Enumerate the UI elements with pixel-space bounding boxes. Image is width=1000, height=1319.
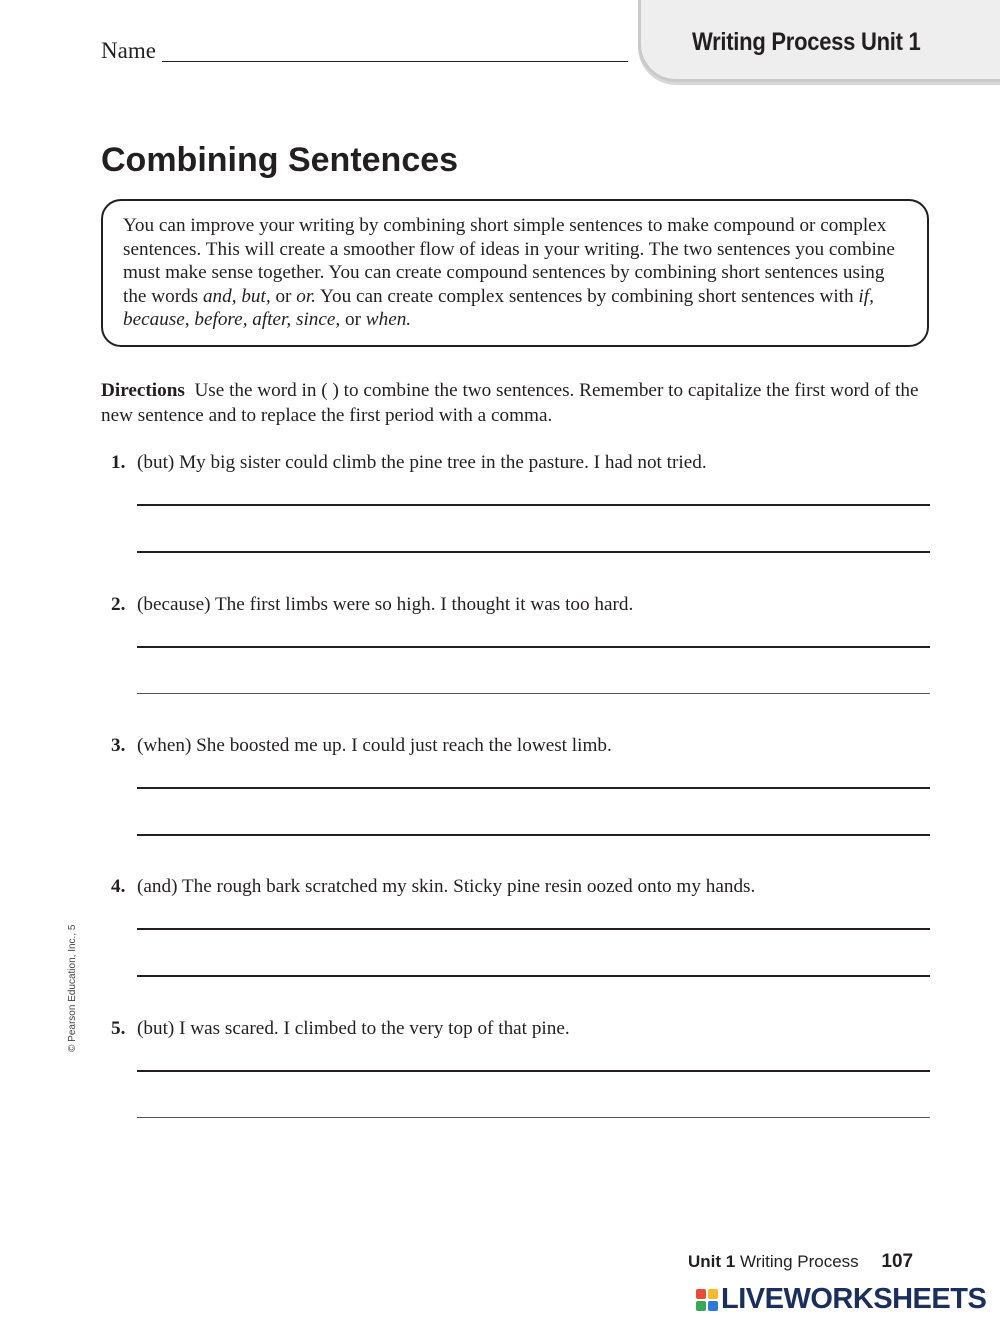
name-line[interactable]	[162, 61, 628, 62]
answer-line[interactable]	[137, 1070, 930, 1072]
liveworksheets-icon	[696, 1289, 718, 1311]
logo-square-blue	[708, 1301, 718, 1311]
item-number: 5.	[111, 1018, 126, 1039]
info-italic-part: when.	[365, 309, 412, 331]
answer-line[interactable]	[137, 646, 930, 648]
item-prompt: (when) She boosted me up. I could just reach the lowest limb.	[137, 735, 612, 756]
item-number: 3.	[111, 735, 126, 756]
info-italic-part: and, but,	[202, 285, 271, 307]
directions-text: Use the word in ( ) to combine the two sentences. Remember to capitalize the first word of the new sentence and to replace the first period with a comma.	[101, 380, 919, 426]
directions	[101, 379, 931, 428]
info-text-part: You can improve your writing by combining short simple sentences to make compound or complex sentences. This will create a smoother flow of ideas in your writing. The two sentences you combine must make sense together. You can create compound sentences by combining short sentences using the words	[123, 215, 895, 307]
page-footer	[688, 1251, 913, 1273]
brand-name: LIVEWORKSHEETS	[721, 1283, 987, 1315]
name-label: Name	[101, 38, 156, 63]
page-title: Combining Sentences	[101, 141, 459, 179]
info-text-part: or	[340, 309, 366, 331]
info-italic-part: if, because, before, after, since,	[123, 285, 874, 331]
footer-section: Writing Process	[739, 1252, 859, 1271]
answer-line[interactable]	[137, 928, 930, 930]
logo-square-yellow	[708, 1289, 718, 1299]
answer-line[interactable]	[137, 975, 930, 977]
item-number: 2.	[111, 594, 126, 615]
answer-line[interactable]	[137, 1117, 930, 1118]
logo-square-green	[696, 1301, 706, 1311]
item-prompt: (and) The rough bark scratched my skin. Sticky pine resin oozed onto my hands.	[137, 876, 756, 897]
info-italic-part: or.	[296, 285, 316, 307]
info-text	[123, 214, 907, 332]
page-number: 107	[881, 1251, 914, 1272]
item-prompt: (but) I was scared. I climbed to the very top of that pine.	[137, 1018, 570, 1039]
logo-square-red	[696, 1289, 706, 1299]
item-prompt: (but) My big sister could climb the pine tree in the pasture. I had not tried.	[137, 452, 707, 473]
answer-line[interactable]	[137, 504, 930, 506]
info-text-part: or	[270, 285, 297, 307]
answer-line[interactable]	[137, 693, 930, 694]
info-text-part: You can create complex sentences by combining short sentences with	[315, 285, 859, 307]
info-box	[101, 199, 929, 347]
liveworksheets-logo[interactable]	[696, 1283, 986, 1316]
unit-tab-title: Writing Process Unit 1	[692, 28, 921, 56]
answer-line[interactable]	[137, 551, 930, 553]
directions-label: Directions	[101, 380, 185, 401]
footer-unit: Unit 1	[688, 1252, 736, 1271]
item-prompt: (because) The first limbs were so high. I thought it was too hard.	[137, 594, 634, 615]
item-number: 4.	[111, 876, 126, 897]
answer-line[interactable]	[137, 787, 930, 789]
answer-line[interactable]	[137, 834, 930, 836]
item-number: 1.	[111, 452, 126, 473]
copyright-credit: © Pearson Education, Inc., 5	[67, 924, 78, 1052]
